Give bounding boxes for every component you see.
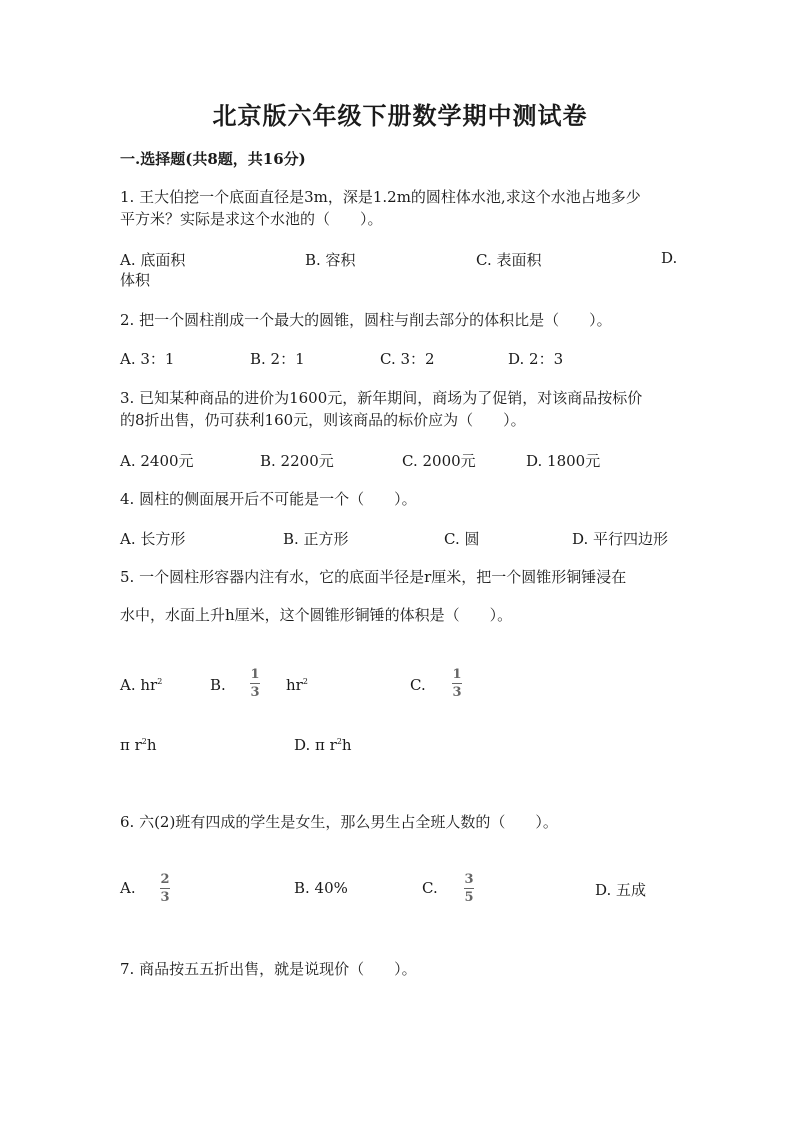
fraction-numerator: 2: [160, 872, 170, 887]
q5-option-d-h: h: [341, 736, 352, 754]
q5-option-b-fraction: [250, 668, 260, 699]
q5-option-c-text: π r: [120, 736, 142, 754]
q1-option-d-wrap: 体积: [120, 271, 151, 289]
q5-option-a: [120, 676, 162, 694]
q5-option-b-text: hr: [286, 676, 303, 694]
q3-option-d: D. 1800元: [526, 452, 601, 470]
q5-option-c-label: C.: [410, 676, 426, 694]
question-6: 6. 六(2)班有四成的学生是女生，那么男生占全班人数的（ ）。: [120, 813, 558, 831]
question-1-line-2: 平方米？实际是求这个水池的（ ）。: [120, 210, 383, 228]
question-5-line-1: 5. 一个圆柱形容器内注有水，它的底面半径是r厘米，把一个圆锥形铜锤浸在: [120, 568, 627, 586]
fraction-numerator: 3: [464, 872, 474, 887]
fraction-denominator: 3: [250, 685, 260, 700]
fraction-bar: [452, 683, 462, 684]
fraction-denominator: 3: [160, 890, 170, 905]
fraction-bar: [160, 888, 170, 889]
question-2: 2. 把一个圆柱削成一个最大的圆锥，圆柱与削去部分的体积比是（ ）。: [120, 311, 612, 329]
q5-option-d: [294, 736, 352, 754]
q4-option-b: B. 正方形: [283, 530, 349, 548]
q5-option-d-text: D. π r: [294, 736, 337, 754]
q3-option-b: B. 2200元: [260, 452, 334, 470]
q5-option-b-exponent: 2: [302, 677, 308, 686]
question-3-line-2: 的8折出售，仍可获利160元，则该商品的标价应为（ ）。: [120, 411, 526, 429]
q5-option-c-fraction: [452, 668, 462, 699]
fraction-numerator: 1: [452, 667, 462, 682]
q1-option-d: D.: [661, 249, 678, 267]
q1-option-c: C. 表面积: [476, 251, 542, 269]
question-5-line-2: 水中，水面上升h厘米，这个圆锥形铜锤的体积是（ ）。: [120, 606, 513, 624]
question-1-line-1: 1. 王大伯挖一个底面直径是3m，深是1.2m的圆柱体水池,求这个水池占地多少: [120, 188, 641, 206]
section-heading: 一.选择题(共8题，共16分): [120, 150, 306, 168]
q6-option-a-fraction: [160, 873, 170, 904]
q2-option-a: A. 3：1: [120, 350, 175, 368]
q6-option-b: B. 40%: [294, 879, 348, 897]
question-7: 7. 商品按五五折出售，就是说现价（ ）。: [120, 960, 417, 978]
q4-option-d: D. 平行四边形: [572, 530, 669, 548]
q6-option-c-label: C.: [422, 879, 438, 897]
fraction-numerator: 1: [250, 667, 260, 682]
fraction-bar: [250, 683, 260, 684]
question-4: 4. 圆柱的侧面展开后不可能是一个（ ）。: [120, 490, 417, 508]
fraction-bar: [464, 888, 474, 889]
q3-option-a: A. 2400元: [120, 452, 194, 470]
q6-option-a-label: A.: [120, 879, 136, 897]
q5-option-a-text: A. hr: [120, 676, 158, 694]
q2-option-b: B. 2：1: [250, 350, 305, 368]
q5-option-d-exponent: 2: [336, 737, 342, 746]
q5-option-c-exponent: 2: [141, 737, 147, 746]
q5-option-c-tail: [120, 736, 157, 754]
q2-option-d: D. 2：3: [508, 350, 564, 368]
page-title: 北京版六年级下册数学期中测试卷: [212, 101, 588, 130]
q2-option-c: C. 3：2: [380, 350, 435, 368]
q5-option-a-exponent: 2: [157, 677, 163, 686]
q4-option-c: C. 圆: [444, 530, 480, 548]
q4-option-a: A. 长方形: [120, 530, 186, 548]
question-3-line-1: 3. 已知某种商品的进价为1600元，新年期间，商场为了促销，对该商品按标价: [120, 389, 643, 407]
q6-option-d: D. 五成: [595, 881, 647, 899]
q1-option-a: A. 底面积: [120, 251, 186, 269]
q5-option-b-tail: [286, 676, 308, 694]
q5-option-c-h: h: [146, 736, 157, 754]
fraction-denominator: 5: [464, 890, 474, 905]
q3-option-c: C. 2000元: [402, 452, 476, 470]
q5-option-b-label: B.: [210, 676, 226, 694]
q1-option-b: B. 容积: [305, 251, 356, 269]
q6-option-c-fraction: [464, 873, 474, 904]
fraction-denominator: 3: [452, 685, 462, 700]
